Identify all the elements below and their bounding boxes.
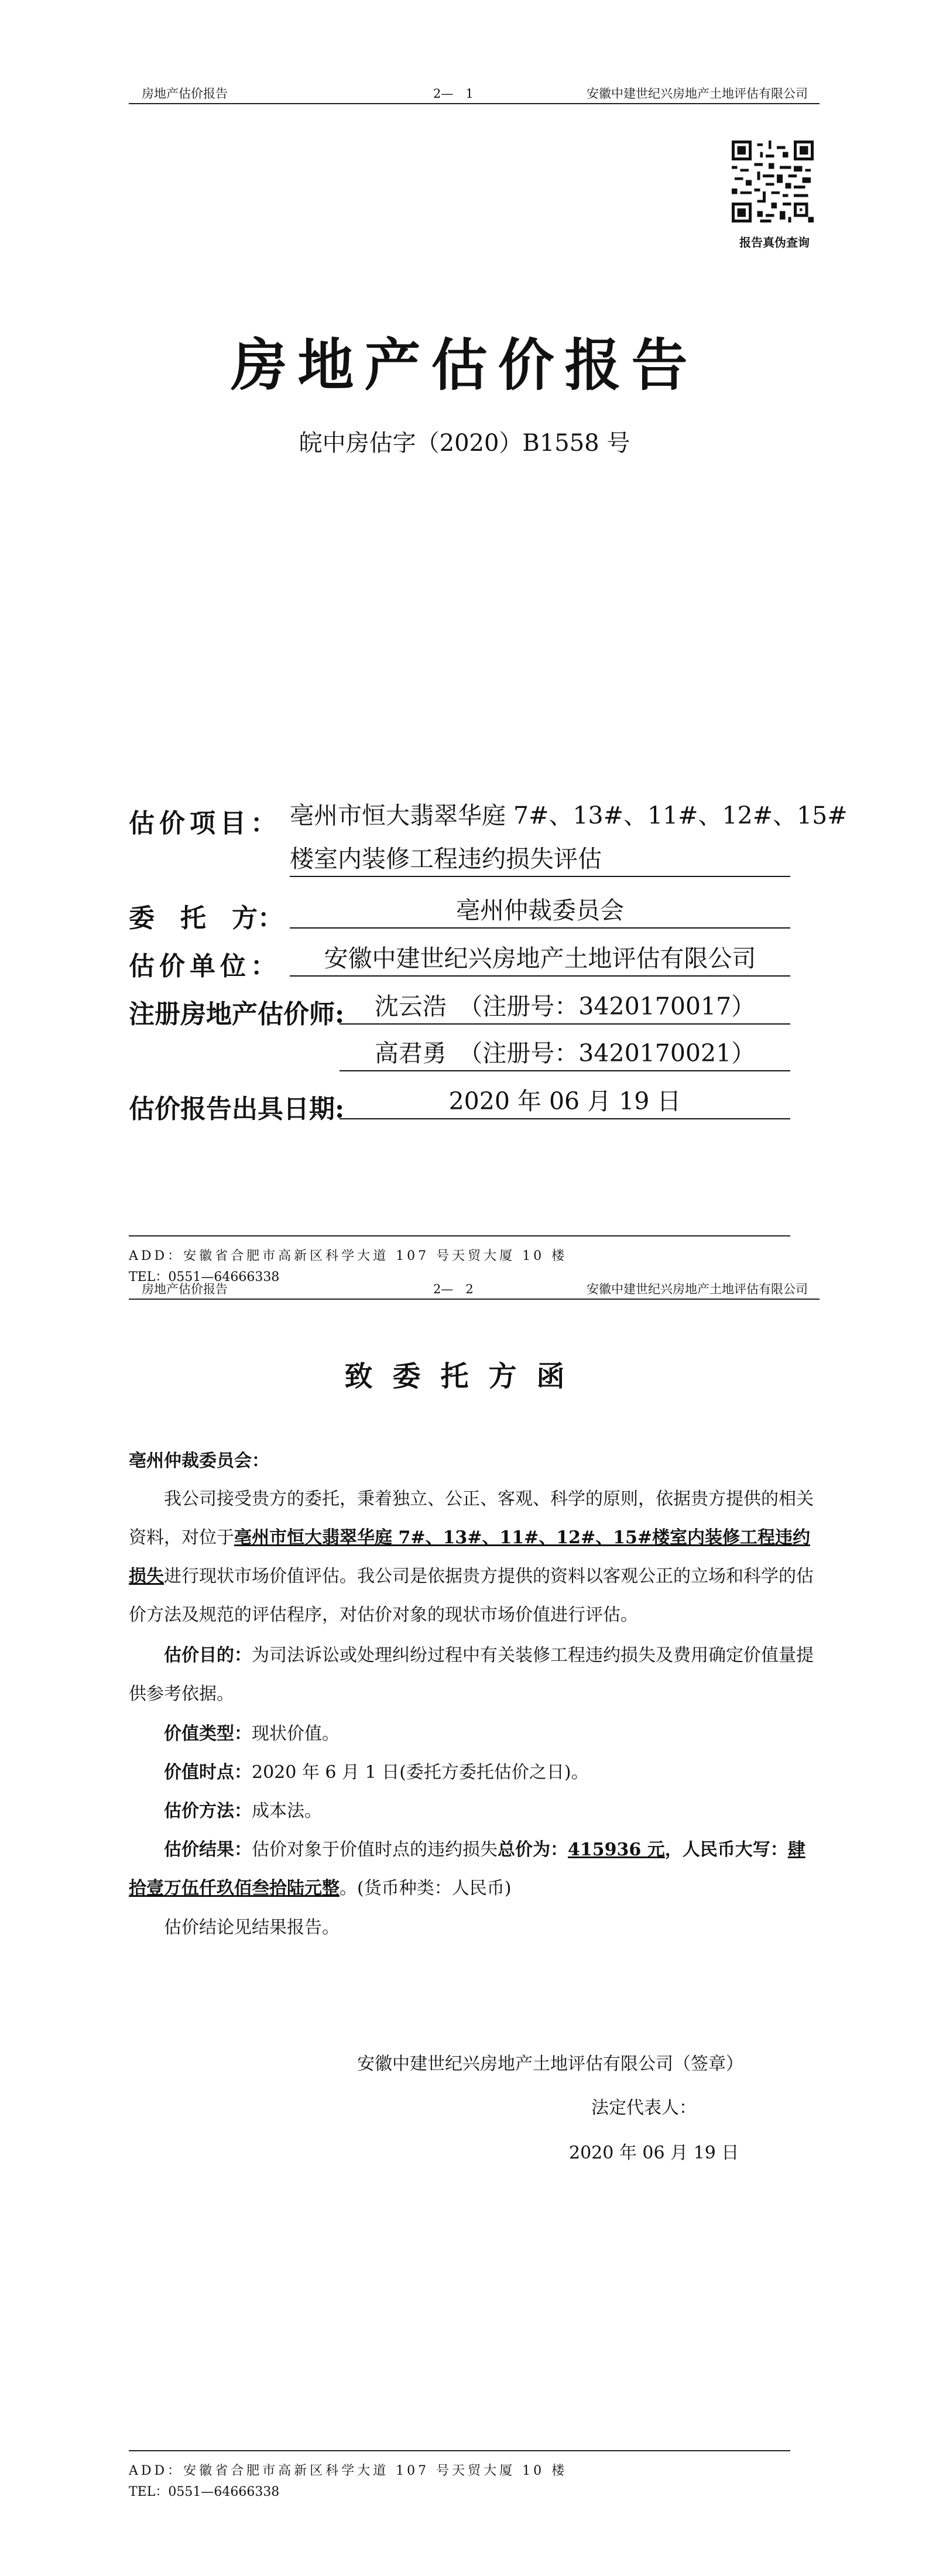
client-label: 委 托 方： xyxy=(129,903,283,933)
letter-title: 致委托方函 xyxy=(344,1360,585,1393)
client-value: 亳州仲裁委员会 xyxy=(290,895,790,929)
appraiser-label: 注册房地产估价师: xyxy=(129,999,345,1029)
result-text-b: 总价为： xyxy=(498,1839,568,1860)
intro-object: 亳州市恒大翡翠华庭 7#、13#、11#、12#、15#楼室内装修工程违约损失 xyxy=(129,1527,810,1587)
page-header xyxy=(129,1276,820,1300)
signature-date: 2020 年 06 月 19 日 xyxy=(569,2143,739,2163)
value-type-label: 价值类型： xyxy=(164,1724,252,1744)
header-left: 房地产估价报告 xyxy=(142,87,228,101)
signature-representative: 法定代表人： xyxy=(591,2098,697,2118)
project-line-1: 亳州市恒大翡翠华庭 7#、13#、11#、12#、15# xyxy=(290,801,848,830)
signature-company: 安徽中建世纪兴房地产土地评估有限公司（签章） xyxy=(357,2054,743,2074)
project-line-2: 楼室内装修工程违约损失评估 xyxy=(290,843,790,877)
report-date-value: 2020 年 06 月 19 日 xyxy=(340,1085,790,1119)
paragraph-intro xyxy=(129,1480,820,1635)
paragraph-value-time xyxy=(129,1753,820,1792)
header-page-number: 2— 1 xyxy=(433,87,474,101)
purpose-label: 估价目的： xyxy=(164,1645,252,1666)
footer-address: ADD：安徽省合肥市高新区科学大道 107 号天贸大厦 10 楼 xyxy=(129,1249,568,1263)
salutation: 亳州仲裁委员会： xyxy=(129,1451,269,1471)
document-number: 皖中房估字（2020）B1558 号 xyxy=(299,430,630,457)
value-time-text: 2020 年 6 月 1 日(委托方委托估价之日)。 xyxy=(252,1762,589,1783)
result-caps: 肆拾壹万伍仟玖佰叁拾陆元整 xyxy=(129,1839,805,1899)
value-time-label: 价值时点： xyxy=(164,1762,252,1783)
purpose-text: 为司法诉讼或处理纠纷过程中有关装修工程违约损失及费用确定价值量提供参考依据。 xyxy=(129,1645,814,1704)
result-label: 估价结果： xyxy=(164,1839,252,1860)
header-page-number: 2— 2 xyxy=(433,1282,474,1296)
intro-text-a: 我公司接受贵方的委托，秉着独立、公正、客观、科学的原则，依据贵方提供的相关资料，对位于 xyxy=(129,1489,814,1548)
qr-code-icon[interactable] xyxy=(732,141,814,222)
header-left: 房地产估价报告 xyxy=(142,1282,228,1296)
conclusion-text: 估价结论见结果报告。 xyxy=(164,1917,340,1938)
result-text-d: 。(货币种类：人民币) xyxy=(340,1878,512,1899)
paragraph-method xyxy=(129,1792,820,1831)
header-company: 安徽中建世纪兴房地产土地评估有限公司 xyxy=(587,1282,808,1296)
appraiser-1: 沈云浩 （注册号：3420170017） xyxy=(340,991,790,1025)
header-company: 安徽中建世纪兴房地产土地评估有限公司 xyxy=(587,87,808,101)
paragraph-conclusion xyxy=(129,1909,820,1947)
footer-tel: TEL：0551—64666338 xyxy=(129,1270,280,1284)
result-amount: 415936 元 xyxy=(568,1839,665,1860)
method-text: 成本法。 xyxy=(252,1801,322,1821)
appraiser-2: 高君勇 （注册号：3420170021） xyxy=(340,1037,790,1071)
footer-tel: TEL：0551—64666338 xyxy=(129,2485,280,2499)
report-date-label: 估价报告出具日期: xyxy=(129,1094,345,1124)
paragraph-purpose xyxy=(129,1636,820,1714)
page-footer xyxy=(129,1235,790,1284)
unit-value: 安徽中建世纪兴房地产土地评估有限公司 xyxy=(290,943,790,977)
paragraph-result xyxy=(129,1831,820,1908)
page-title: 房地产估价报告 xyxy=(231,332,698,398)
qr-caption: 报告真伪查询 xyxy=(739,235,810,249)
intro-text-c: 进行现状市场价值评估。我公司是依据贵方提供的资料以客观公正的立场和科学的估价方法及规范的评估程序，对估价对象的现状市场价值进行评估。 xyxy=(129,1566,814,1625)
unit-label: 估价单位： xyxy=(129,951,281,981)
page-header xyxy=(129,81,820,104)
result-text-c: ，人民币大写： xyxy=(664,1839,788,1860)
page-footer xyxy=(129,2450,790,2499)
project-label: 估价项目： xyxy=(129,809,281,838)
paragraph-value-type xyxy=(129,1715,820,1753)
method-label: 估价方法： xyxy=(164,1801,252,1821)
footer-address: ADD：安徽省合肥市高新区科学大道 107 号天贸大厦 10 楼 xyxy=(129,2464,568,2478)
result-text-a: 估价对象于价值时点的违约损失 xyxy=(252,1839,498,1860)
value-type-text: 现状价值。 xyxy=(252,1724,340,1744)
